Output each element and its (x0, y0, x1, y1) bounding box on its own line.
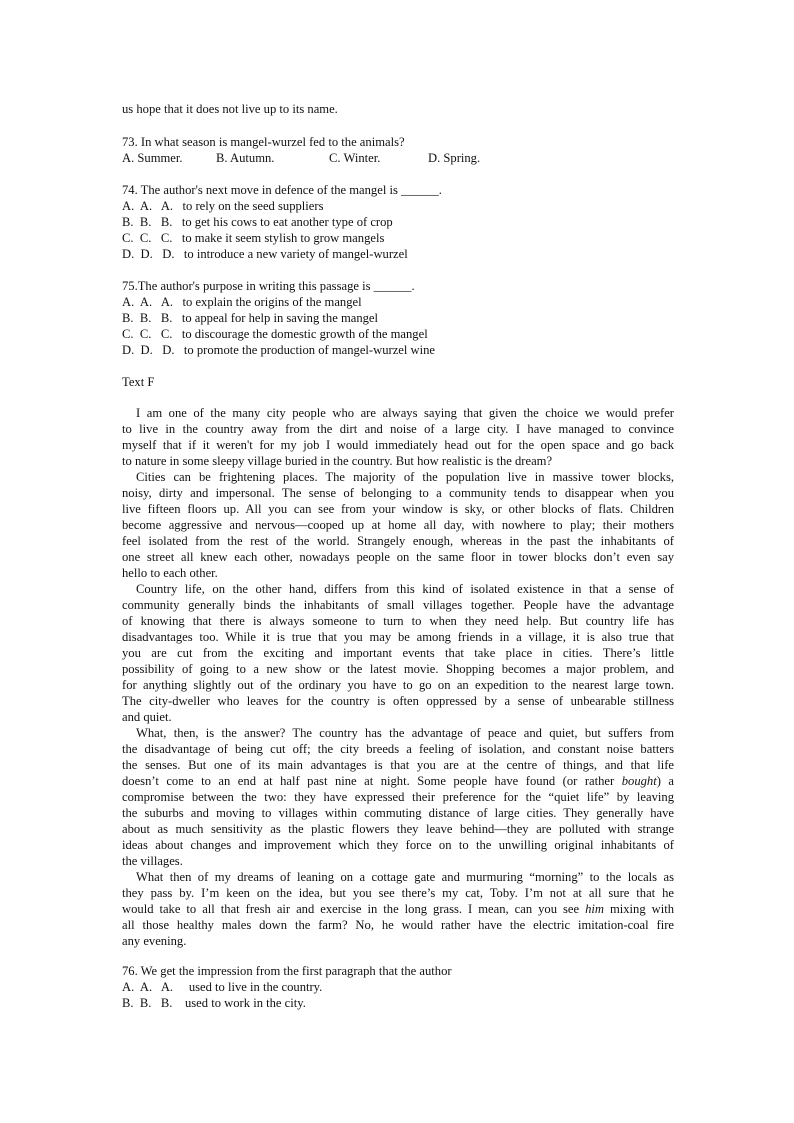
paragraph-3-line: you are cut from the exciting and important events that take place in cities. There’s little (122, 646, 674, 660)
q76-option-b: B. B. B. used to work in the city. (122, 996, 306, 1010)
paragraph-3-line: community generally binds the inhabitants of small villages together. People have the advantage (122, 598, 674, 612)
q74-option-b: B. B. B. to get his cows to eat another type of crop (122, 215, 393, 229)
question-73-options (122, 150, 674, 166)
question-73 (122, 134, 674, 166)
paragraph-4-line (122, 773, 674, 789)
intro-line: us hope that it does not live up to its name. (122, 102, 338, 116)
paragraph-4-line: What, then, is the answer? The country has the advantage of peace and quiet, but suffers from (136, 726, 674, 740)
paragraph-2-line: noisy, dirty and impersonal. The sense of belonging to a community tends to disappear when you (122, 486, 674, 500)
q73-option-b: B. Autumn. (216, 151, 275, 165)
q75-option-a: A. A. A. to explain the origins of the mangel (122, 295, 362, 309)
passage-text-f (122, 405, 674, 949)
paragraph-1-line: to live in the country away from the dirt and noise of a large city. I have managed to convince (122, 422, 674, 436)
paragraph-5-line: What then of my dreams of leaning on a cottage gate and murmuring “morning” to the locals as (136, 870, 674, 884)
q73-option-d: D. Spring. (428, 151, 481, 165)
paragraph-1-line: myself that if it weren't for my job I would immediately head out for the open space and go back (122, 438, 674, 452)
paragraph-2-line: live fifteen floors up. All you can see from your window is sky, or other blocks of flats. Children (122, 502, 674, 516)
q74-option-c: C. C. C. to make it seem stylish to grow mangels (122, 231, 385, 245)
question-75 (122, 278, 674, 358)
question-73-text: 73. In what season is mangel-wurzel fed to the animals? (122, 135, 405, 149)
q76-option-a: A. A. A. used to live in the country. (122, 980, 323, 994)
paragraph-1-line: I am one of the many city people who are always saying that given the choice we would prefer (136, 406, 674, 420)
q74-option-a: A. A. A. to rely on the seed suppliers (122, 199, 324, 213)
q74-option-d: D. D. D. to introduce a new variety of mangel-wurzel (122, 247, 408, 261)
paragraph-1-line: to nature in some sleepy village buried in the country. But how realistic is the dream? (122, 454, 553, 468)
paragraph-3-line: Country life, on the other hand, differs from this kind of isolated existence in that a sense of (136, 582, 674, 596)
paragraph-5-line: any evening. (122, 934, 187, 948)
intro-line-block (122, 101, 674, 117)
q75-option-d: D. D. D. to promote the production of mangel-wurzel wine (122, 343, 436, 357)
paragraph-3-line: and quiet. (122, 710, 172, 724)
paragraph-4-line: compromise between the two: they have expressed their preference for the “quiet life” by leaving (122, 790, 674, 804)
section-title-block (122, 374, 674, 390)
section-title: Text F (122, 375, 155, 389)
paragraph-2-line: feel isolated from the rest of the world. Strangely enough, whereas in the past the inhabitants of (122, 534, 674, 548)
paragraph-2-line: one street all knew each other, nowadays people on the same floor in tower blocks don’t even say (122, 550, 674, 564)
paragraph-5-line-text: would take to all that fresh air and exercise in the long grass. I mean, can you see (122, 902, 580, 916)
q75-option-c: C. C. C. to discourage the domestic growth of the mangel (122, 327, 428, 341)
paragraph-3-line: The city-dweller who leaves for the country is often oppressed by a sense of unbearable stillness (122, 694, 674, 708)
paragraph-2-line: hello to each other. (122, 566, 218, 580)
paragraph-2-line: Cities can be frightening places. The majority of the population live in massive tower blocks, (136, 470, 674, 484)
paragraph-5-line: they pass by. I’m keen on the idea, but you see there’s my cat, Toby. I’m not at all sure that he (122, 886, 674, 900)
question-76 (122, 963, 674, 1011)
paragraph-4-line-text: ) a (656, 774, 674, 788)
paragraph-4-line: the suburbs and moving to villages within commuting distance of large cities. They generally have (122, 806, 674, 820)
paragraph-4-line: the disadvantage of being cut off; the city breeds a feeling of isolation, and constant noise batters (122, 742, 674, 756)
paragraph-2-line: become aggressive and nervous—cooped up at home all day, with nowhere to play; their mothers (122, 518, 674, 532)
paragraph-3-line: possibility of going to a new show or the latest movie. Shopping becomes a major problem, and (122, 662, 674, 676)
question-74 (122, 182, 674, 262)
q73-option-a: A. Summer. (122, 151, 183, 165)
question-76-text: 76. We get the impression from the first paragraph that the author (122, 964, 452, 978)
paragraph-3-line: disadvantages too. While it is true that you may be among friends in a village, it is also true that (122, 630, 674, 644)
paragraph-3-line: for anything slightly out of the ordinary you have to go on an expedition to the nearest large town. (122, 678, 674, 692)
paragraph-5-line: all those healthy males down the farm? No, he would rather have the electric imitation-coal fire (122, 918, 674, 932)
paragraph-4-line: ideas about changes and improvement which they force on to the unwilling original inhabitants of (122, 838, 674, 852)
paragraph-3-line: of knowing that there is always someone to turn to when they need help. But country life has (122, 614, 674, 628)
emphasis-bought: bought (621, 774, 657, 788)
paragraph-4-line: the senses. But one of its main advantages is that you are at the centre of things, and that life (122, 758, 674, 772)
question-75-text: 75.The author's purpose in writing this passage is ______. (122, 279, 415, 293)
paragraph-4-line: about as much sensitivity as the plastic flowers they leave behind—they are polluted with strange (122, 822, 674, 836)
question-74-text: 74. The author's next move in defence of the mangel is ______. (122, 183, 442, 197)
paragraph-5-line-text: mixing with (603, 902, 675, 916)
q75-option-b: B. B. B. to appeal for help in saving the mangel (122, 311, 379, 325)
emphasis-him: him (585, 902, 604, 916)
paragraph-4-line: the villages. (122, 854, 183, 868)
q73-option-c: C. Winter. (329, 151, 381, 165)
paragraph-5-line (122, 901, 674, 917)
paragraph-4-line-text: doesn’t come to an end at half past nine at night. Some people have found (or rather (122, 774, 615, 788)
